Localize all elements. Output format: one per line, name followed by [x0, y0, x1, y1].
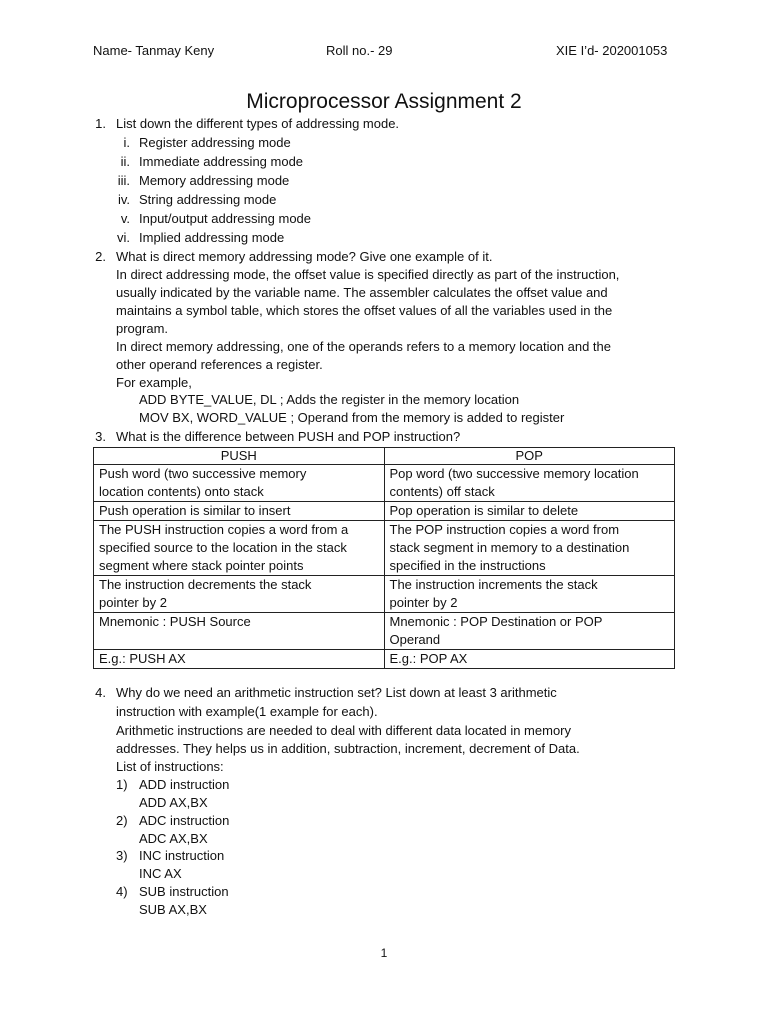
table-cell: Mnemonic : POP Destination or POP Operand — [384, 613, 675, 650]
column-header-push: PUSH — [94, 448, 385, 465]
table-cell: Mnemonic : PUSH Source — [94, 613, 385, 650]
answer-line: For example, — [116, 375, 192, 390]
question-text: What is the difference between PUSH and POP instruction? — [116, 429, 461, 444]
question-number: 1. — [95, 116, 106, 131]
xie-id: XIE I’d- 202001053 — [556, 43, 668, 58]
table-cell: Push word (two successive memory location contents) onto stack — [94, 465, 385, 502]
column-header-pop: POP — [384, 448, 675, 465]
example-line: MOV BX, WORD_VALUE ; Operand from the memory is added to register — [139, 410, 565, 425]
table-row — [94, 521, 675, 576]
question-text: What is direct memory addressing mode? Give one example of it. — [116, 249, 493, 264]
table-cell: Pop operation is similar to delete — [384, 502, 675, 521]
table-cell: Pop word (two successive memory location contents) off stack — [384, 465, 675, 502]
table-cell: Push operation is similar to insert — [94, 502, 385, 521]
table-row — [94, 502, 675, 521]
question-number: 4. — [95, 685, 106, 700]
table-header-row — [94, 448, 675, 465]
example-line: ADD BYTE_VALUE, DL ; Adds the register in the memory location — [139, 392, 520, 407]
question-number: 3. — [95, 429, 106, 444]
page-number: 1 — [380, 946, 388, 960]
push-pop-table — [93, 447, 675, 669]
answer-line: addresses. They helps us in addition, subtraction, increment, decrement of Data. — [116, 741, 580, 756]
table-cell: E.g.: POP AX — [384, 650, 675, 669]
student-name: Name- Tanmay Keny — [93, 43, 215, 58]
answer-line: Arithmetic instructions are needed to deal with different data located in memory — [116, 723, 571, 738]
answer-line: In direct addressing mode, the offset value is specified directly as part of the instruction, — [116, 267, 620, 282]
answer-line: maintains a symbol table, which stores the offset values of all the variables used in the — [116, 303, 613, 318]
table-cell: The POP instruction copies a word from stack segment in memory to a destination specified in the instructions — [384, 521, 675, 576]
table-cell: The PUSH instruction copies a word from a specified source to the location in the stack segment where stack pointer points — [94, 521, 385, 576]
question-text: Why do we need an arithmetic instruction set? List down at least 3 arithmetic — [116, 685, 557, 700]
answer-line: usually indicated by the variable name. The assembler calculates the offset value and — [116, 285, 608, 300]
answer-line: other operand references a register. — [116, 357, 323, 372]
question-text: List down the different types of addressing mode. — [116, 116, 400, 131]
question-number: 2. — [95, 249, 106, 264]
roll-number: Roll no.- 29 — [326, 43, 393, 58]
table-row — [94, 613, 675, 650]
table-row — [94, 576, 675, 613]
answer-line: program. — [116, 321, 169, 336]
page-title: Microprocessor Assignment 2 — [246, 90, 522, 113]
answer-line: List of instructions: — [116, 759, 224, 774]
table-row — [94, 650, 675, 669]
answer-line: In direct memory addressing, one of the operands refers to a memory location and the — [116, 339, 611, 354]
table-cell: The instruction decrements the stack pointer by 2 — [94, 576, 385, 613]
table-row — [94, 465, 675, 502]
table-cell: The instruction increments the stack pointer by 2 — [384, 576, 675, 613]
question-text: instruction with example(1 example for each). — [116, 704, 378, 719]
table-cell: E.g.: PUSH AX — [94, 650, 385, 669]
